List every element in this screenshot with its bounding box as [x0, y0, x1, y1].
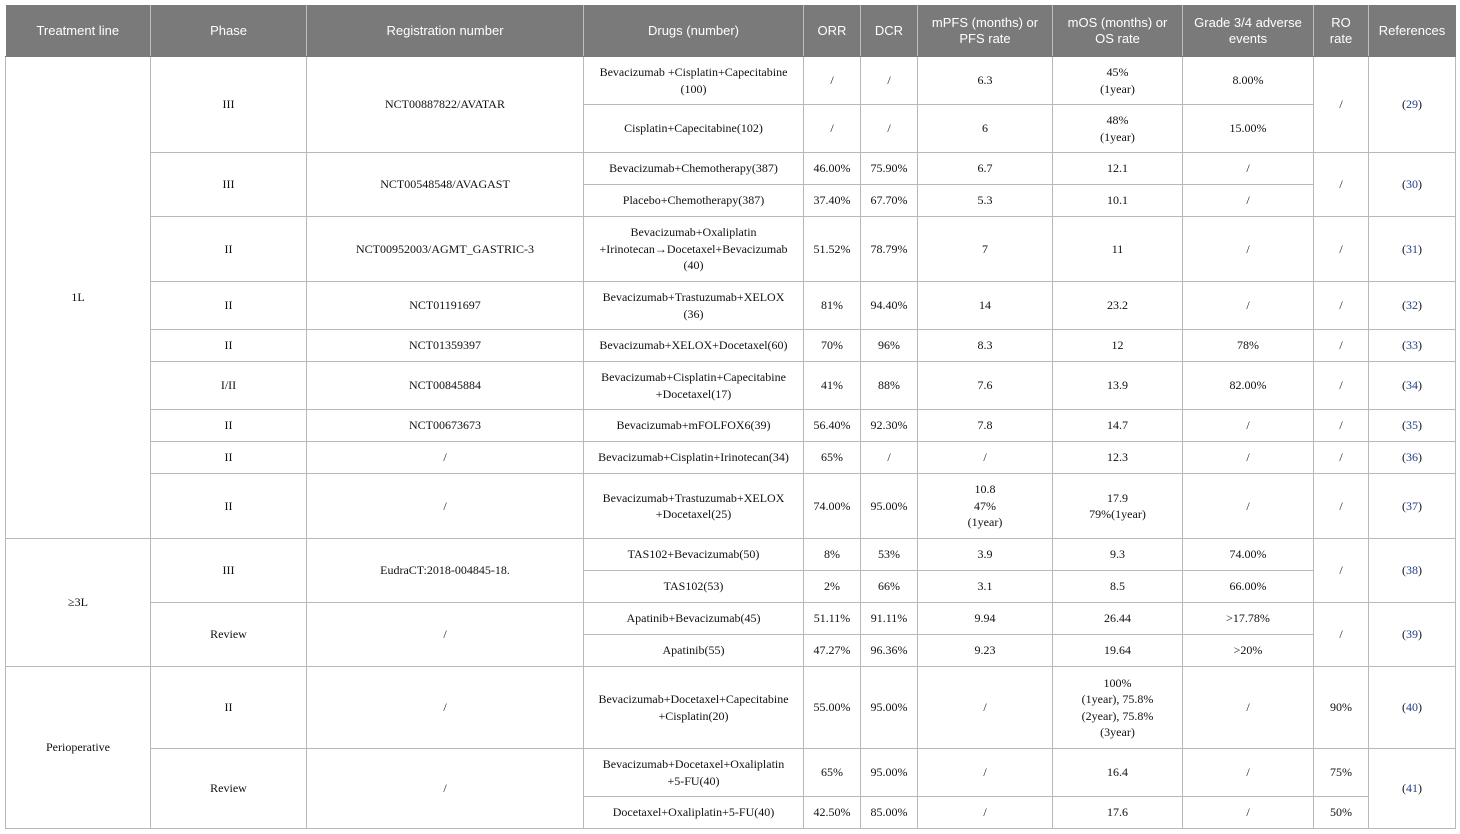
- registration-cell: NCT01359397: [307, 330, 584, 362]
- ro-cell: /: [1314, 57, 1369, 153]
- reference-cell: [1369, 282, 1456, 330]
- dcr-cell: 95.00%: [861, 474, 918, 539]
- registration-cell: EudraCT:2018-004845-18.: [307, 539, 584, 603]
- mpfs-cell: 3.1: [918, 571, 1053, 603]
- ro-cell: /: [1314, 474, 1369, 539]
- paren-close: ): [1418, 241, 1422, 256]
- ro-cell: /: [1314, 217, 1369, 282]
- dcr-cell: 88%: [861, 362, 918, 410]
- treatment-line-cell: ≥3L: [6, 539, 151, 667]
- orr-cell: 2%: [804, 571, 861, 603]
- paren-open: (: [1402, 298, 1406, 313]
- table-row: [6, 57, 1456, 105]
- trials-table: [5, 5, 1456, 829]
- table-row: [6, 153, 1456, 185]
- reference-cell: [1369, 57, 1456, 153]
- dcr-cell: 75.90%: [861, 153, 918, 185]
- phase-cell: II: [151, 282, 307, 330]
- header-mpfs: mPFS (months) or PFS rate: [918, 6, 1053, 57]
- registration-cell: NCT00548548/AVAGAST: [307, 153, 584, 217]
- mos-cell: 13.9: [1053, 362, 1183, 410]
- reference-cell: [1369, 442, 1456, 474]
- mos-cell: 11: [1053, 217, 1183, 282]
- table-row: [6, 474, 1456, 539]
- mos-cell: 12: [1053, 330, 1183, 362]
- mos-cell: 100% (1year), 75.8% (2year), 75.8% (3year): [1053, 667, 1183, 749]
- orr-cell: 81%: [804, 282, 861, 330]
- table-row: [6, 330, 1456, 362]
- phase-cell: II: [151, 330, 307, 362]
- paren-open: (: [1402, 627, 1406, 642]
- mos-cell: 9.3: [1053, 539, 1183, 571]
- paren-open: (: [1402, 450, 1406, 465]
- grade-cell: 78%: [1183, 330, 1314, 362]
- header-row: [6, 6, 1456, 57]
- paren-close: ): [1418, 338, 1422, 353]
- paren-open: (: [1402, 378, 1406, 393]
- drugs-cell: Bevacizumab+Docetaxel+Capecitabine +Cisplatin(20): [584, 667, 804, 749]
- phase-cell: II: [151, 410, 307, 442]
- grade-cell: 15.00%: [1183, 105, 1314, 153]
- orr-cell: 51.11%: [804, 603, 861, 635]
- dcr-cell: 96%: [861, 330, 918, 362]
- table-row: [6, 539, 1456, 571]
- paren-close: ): [1418, 177, 1422, 192]
- orr-cell: 41%: [804, 362, 861, 410]
- ro-cell: 90%: [1314, 667, 1369, 749]
- orr-cell: 47.27%: [804, 635, 861, 667]
- orr-cell: 65%: [804, 749, 861, 797]
- header-dcr: DCR: [861, 6, 918, 57]
- dcr-cell: 53%: [861, 539, 918, 571]
- mpfs-cell: 3.9: [918, 539, 1053, 571]
- paren-close: ): [1418, 418, 1422, 433]
- reference-link[interactable]: 39: [1406, 627, 1418, 642]
- mos-cell: 8.5: [1053, 571, 1183, 603]
- table-row: [6, 667, 1456, 749]
- mos-cell: 48% (1year): [1053, 105, 1183, 153]
- paren-close: ): [1418, 298, 1422, 313]
- drugs-cell: TAS102(53): [584, 571, 804, 603]
- reference-cell: [1369, 539, 1456, 603]
- mpfs-cell: /: [918, 749, 1053, 797]
- paren-close: ): [1418, 781, 1422, 796]
- orr-cell: 51.52%: [804, 217, 861, 282]
- mos-cell: 23.2: [1053, 282, 1183, 330]
- mpfs-cell: 7.8: [918, 410, 1053, 442]
- paren-open: (: [1402, 97, 1406, 112]
- header-drugs: Drugs (number): [584, 6, 804, 57]
- paren-close: ): [1418, 450, 1422, 465]
- orr-cell: 74.00%: [804, 474, 861, 539]
- treatment-line-cell: Perioperative: [6, 667, 151, 829]
- reference-link[interactable]: 33: [1406, 338, 1418, 353]
- drugs-cell: Bevacizumab+Oxaliplatin +Irinotecan→Docetaxel+Bevacizumab (40): [584, 217, 804, 282]
- reference-cell: [1369, 362, 1456, 410]
- drugs-cell: Placebo+Chemotherapy(387): [584, 185, 804, 217]
- dcr-cell: 67.70%: [861, 185, 918, 217]
- reference-link[interactable]: 30: [1406, 177, 1418, 192]
- reference-cell: [1369, 153, 1456, 217]
- paren-open: (: [1402, 177, 1406, 192]
- mpfs-cell: 6.3: [918, 57, 1053, 105]
- table-row: [6, 410, 1456, 442]
- mos-cell: 19.64: [1053, 635, 1183, 667]
- orr-cell: 37.40%: [804, 185, 861, 217]
- mpfs-cell: 7.6: [918, 362, 1053, 410]
- drugs-cell: Bevacizumab+Cisplatin+Capecitabine +Docetaxel(17): [584, 362, 804, 410]
- mpfs-cell: 7: [918, 217, 1053, 282]
- header-orr: ORR: [804, 6, 861, 57]
- drugs-cell: Apatinib(55): [584, 635, 804, 667]
- phase-cell: I/II: [151, 362, 307, 410]
- grade-cell: 82.00%: [1183, 362, 1314, 410]
- header-references: References: [1369, 6, 1456, 57]
- dcr-cell: 66%: [861, 571, 918, 603]
- mpfs-cell: /: [918, 442, 1053, 474]
- drugs-cell: Bevacizumab+Chemotherapy(387): [584, 153, 804, 185]
- paren-open: (: [1402, 563, 1406, 578]
- orr-cell: 46.00%: [804, 153, 861, 185]
- table-row: [6, 749, 1456, 797]
- mos-cell: 45% (1year): [1053, 57, 1183, 105]
- ro-cell: /: [1314, 539, 1369, 603]
- header-grade-adverse: Grade 3/4 adverse events: [1183, 6, 1314, 57]
- table-row: [6, 217, 1456, 282]
- grade-cell: /: [1183, 410, 1314, 442]
- table-row: [6, 442, 1456, 474]
- mos-cell: 26.44: [1053, 603, 1183, 635]
- ro-cell: /: [1314, 330, 1369, 362]
- orr-cell: 42.50%: [804, 797, 861, 829]
- mpfs-cell: 5.3: [918, 185, 1053, 217]
- reference-link[interactable]: 34: [1406, 378, 1418, 393]
- paren-close: ): [1418, 627, 1422, 642]
- grade-cell: /: [1183, 749, 1314, 797]
- mos-cell: 16.4: [1053, 749, 1183, 797]
- reference-link[interactable]: 38: [1406, 563, 1418, 578]
- ro-cell: /: [1314, 153, 1369, 217]
- header-registration-number: Registration number: [307, 6, 584, 57]
- phase-cell: II: [151, 667, 307, 749]
- mpfs-cell: 14: [918, 282, 1053, 330]
- grade-cell: >20%: [1183, 635, 1314, 667]
- phase-cell: II: [151, 474, 307, 539]
- grade-cell: >17.78%: [1183, 603, 1314, 635]
- grade-cell: 66.00%: [1183, 571, 1314, 603]
- mos-cell: 10.1: [1053, 185, 1183, 217]
- paren-open: (: [1402, 338, 1406, 353]
- registration-cell: /: [307, 442, 584, 474]
- mpfs-cell: 10.8 47% (1year): [918, 474, 1053, 539]
- reference-link[interactable]: 35: [1406, 418, 1418, 433]
- reference-link[interactable]: 36: [1406, 450, 1418, 465]
- paren-close: ): [1418, 563, 1422, 578]
- dcr-cell: 95.00%: [861, 667, 918, 749]
- mos-cell: 17.6: [1053, 797, 1183, 829]
- mpfs-cell: /: [918, 667, 1053, 749]
- ro-cell: /: [1314, 442, 1369, 474]
- registration-cell: NCT00887822/AVATAR: [307, 57, 584, 153]
- drugs-cell: TAS102+Bevacizumab(50): [584, 539, 804, 571]
- grade-cell: /: [1183, 153, 1314, 185]
- reference-link[interactable]: 37: [1406, 498, 1418, 513]
- grade-cell: /: [1183, 185, 1314, 217]
- mos-cell: 12.1: [1053, 153, 1183, 185]
- dcr-cell: 95.00%: [861, 749, 918, 797]
- drugs-cell: Bevacizumab+mFOLFOX6(39): [584, 410, 804, 442]
- orr-cell: /: [804, 57, 861, 105]
- grade-cell: 8.00%: [1183, 57, 1314, 105]
- grade-cell: /: [1183, 442, 1314, 474]
- dcr-cell: 94.40%: [861, 282, 918, 330]
- grade-cell: /: [1183, 217, 1314, 282]
- reference-cell: [1369, 603, 1456, 667]
- drugs-cell: Bevacizumab+Cisplatin+Irinotecan(34): [584, 442, 804, 474]
- table-row: [6, 282, 1456, 330]
- paren-close: ): [1418, 378, 1422, 393]
- phase-cell: III: [151, 539, 307, 603]
- ro-cell: /: [1314, 282, 1369, 330]
- orr-cell: 55.00%: [804, 667, 861, 749]
- paren-open: (: [1402, 781, 1406, 796]
- phase-cell: II: [151, 217, 307, 282]
- mpfs-cell: 6.7: [918, 153, 1053, 185]
- dcr-cell: 85.00%: [861, 797, 918, 829]
- drugs-cell: Bevacizumab+Docetaxel+Oxaliplatin +5-FU(40): [584, 749, 804, 797]
- ro-cell: 50%: [1314, 797, 1369, 829]
- phase-cell: III: [151, 57, 307, 153]
- registration-cell: /: [307, 749, 584, 829]
- registration-cell: NCT00952003/AGMT_GASTRIC-3: [307, 217, 584, 282]
- orr-cell: 8%: [804, 539, 861, 571]
- orr-cell: 56.40%: [804, 410, 861, 442]
- grade-cell: /: [1183, 474, 1314, 539]
- grade-cell: 74.00%: [1183, 539, 1314, 571]
- paren-close: ): [1418, 97, 1422, 112]
- mos-cell: 12.3: [1053, 442, 1183, 474]
- ro-cell: /: [1314, 410, 1369, 442]
- phase-cell: Review: [151, 603, 307, 667]
- header-phase: Phase: [151, 6, 307, 57]
- orr-cell: /: [804, 105, 861, 153]
- reference-link[interactable]: 40: [1406, 700, 1418, 715]
- paren-close: ): [1418, 700, 1422, 715]
- registration-cell: NCT00845884: [307, 362, 584, 410]
- ro-cell: /: [1314, 362, 1369, 410]
- dcr-cell: /: [861, 57, 918, 105]
- header-treatment-line: Treatment line: [6, 6, 151, 57]
- drugs-cell: Bevacizumab+XELOX+Docetaxel(60): [584, 330, 804, 362]
- reference-cell: [1369, 667, 1456, 749]
- reference-cell: [1369, 330, 1456, 362]
- table-row: [6, 362, 1456, 410]
- mos-cell: 17.9 79%(1year): [1053, 474, 1183, 539]
- paren-open: (: [1402, 241, 1406, 256]
- header-mos: mOS (months) or OS rate: [1053, 6, 1183, 57]
- grade-cell: /: [1183, 282, 1314, 330]
- reference-cell: [1369, 410, 1456, 442]
- reference-cell: [1369, 217, 1456, 282]
- mpfs-cell: /: [918, 797, 1053, 829]
- mpfs-cell: 8.3: [918, 330, 1053, 362]
- dcr-cell: /: [861, 442, 918, 474]
- grade-cell: /: [1183, 797, 1314, 829]
- reference-cell: [1369, 474, 1456, 539]
- paren-close: ): [1418, 498, 1422, 513]
- dcr-cell: /: [861, 105, 918, 153]
- ro-cell: /: [1314, 603, 1369, 667]
- mpfs-cell: 6: [918, 105, 1053, 153]
- header-ro-rate: RO rate: [1314, 6, 1369, 57]
- reference-link[interactable]: 29: [1406, 97, 1418, 112]
- drugs-cell: Docetaxel+Oxaliplatin+5-FU(40): [584, 797, 804, 829]
- reference-link[interactable]: 31: [1406, 241, 1418, 256]
- grade-cell: /: [1183, 667, 1314, 749]
- orr-cell: 65%: [804, 442, 861, 474]
- dcr-cell: 92.30%: [861, 410, 918, 442]
- mos-cell: 14.7: [1053, 410, 1183, 442]
- drugs-cell: Cisplatin+Capecitabine(102): [584, 105, 804, 153]
- phase-cell: Review: [151, 749, 307, 829]
- registration-cell: NCT01191697: [307, 282, 584, 330]
- paren-open: (: [1402, 418, 1406, 433]
- phase-cell: III: [151, 153, 307, 217]
- orr-cell: 70%: [804, 330, 861, 362]
- mpfs-cell: 9.94: [918, 603, 1053, 635]
- mpfs-cell: 9.23: [918, 635, 1053, 667]
- drugs-cell: Bevacizumab+Trastuzumab+XELOX +Docetaxel(25): [584, 474, 804, 539]
- registration-cell: /: [307, 667, 584, 749]
- paren-open: (: [1402, 700, 1406, 715]
- reference-link[interactable]: 41: [1406, 781, 1418, 796]
- table-container: [5, 5, 1455, 829]
- registration-cell: NCT00673673: [307, 410, 584, 442]
- registration-cell: /: [307, 603, 584, 667]
- reference-link[interactable]: 32: [1406, 298, 1418, 313]
- drugs-cell: Apatinib+Bevacizumab(45): [584, 603, 804, 635]
- registration-cell: /: [307, 474, 584, 539]
- treatment-line-cell: 1L: [6, 57, 151, 539]
- ro-cell: 75%: [1314, 749, 1369, 797]
- dcr-cell: 96.36%: [861, 635, 918, 667]
- dcr-cell: 91.11%: [861, 603, 918, 635]
- paren-open: (: [1402, 498, 1406, 513]
- reference-cell: [1369, 749, 1456, 829]
- table-row: [6, 603, 1456, 635]
- phase-cell: II: [151, 442, 307, 474]
- dcr-cell: 78.79%: [861, 217, 918, 282]
- drugs-cell: Bevacizumab+Trastuzumab+XELOX (36): [584, 282, 804, 330]
- drugs-cell: Bevacizumab +Cisplatin+Capecitabine (100): [584, 57, 804, 105]
